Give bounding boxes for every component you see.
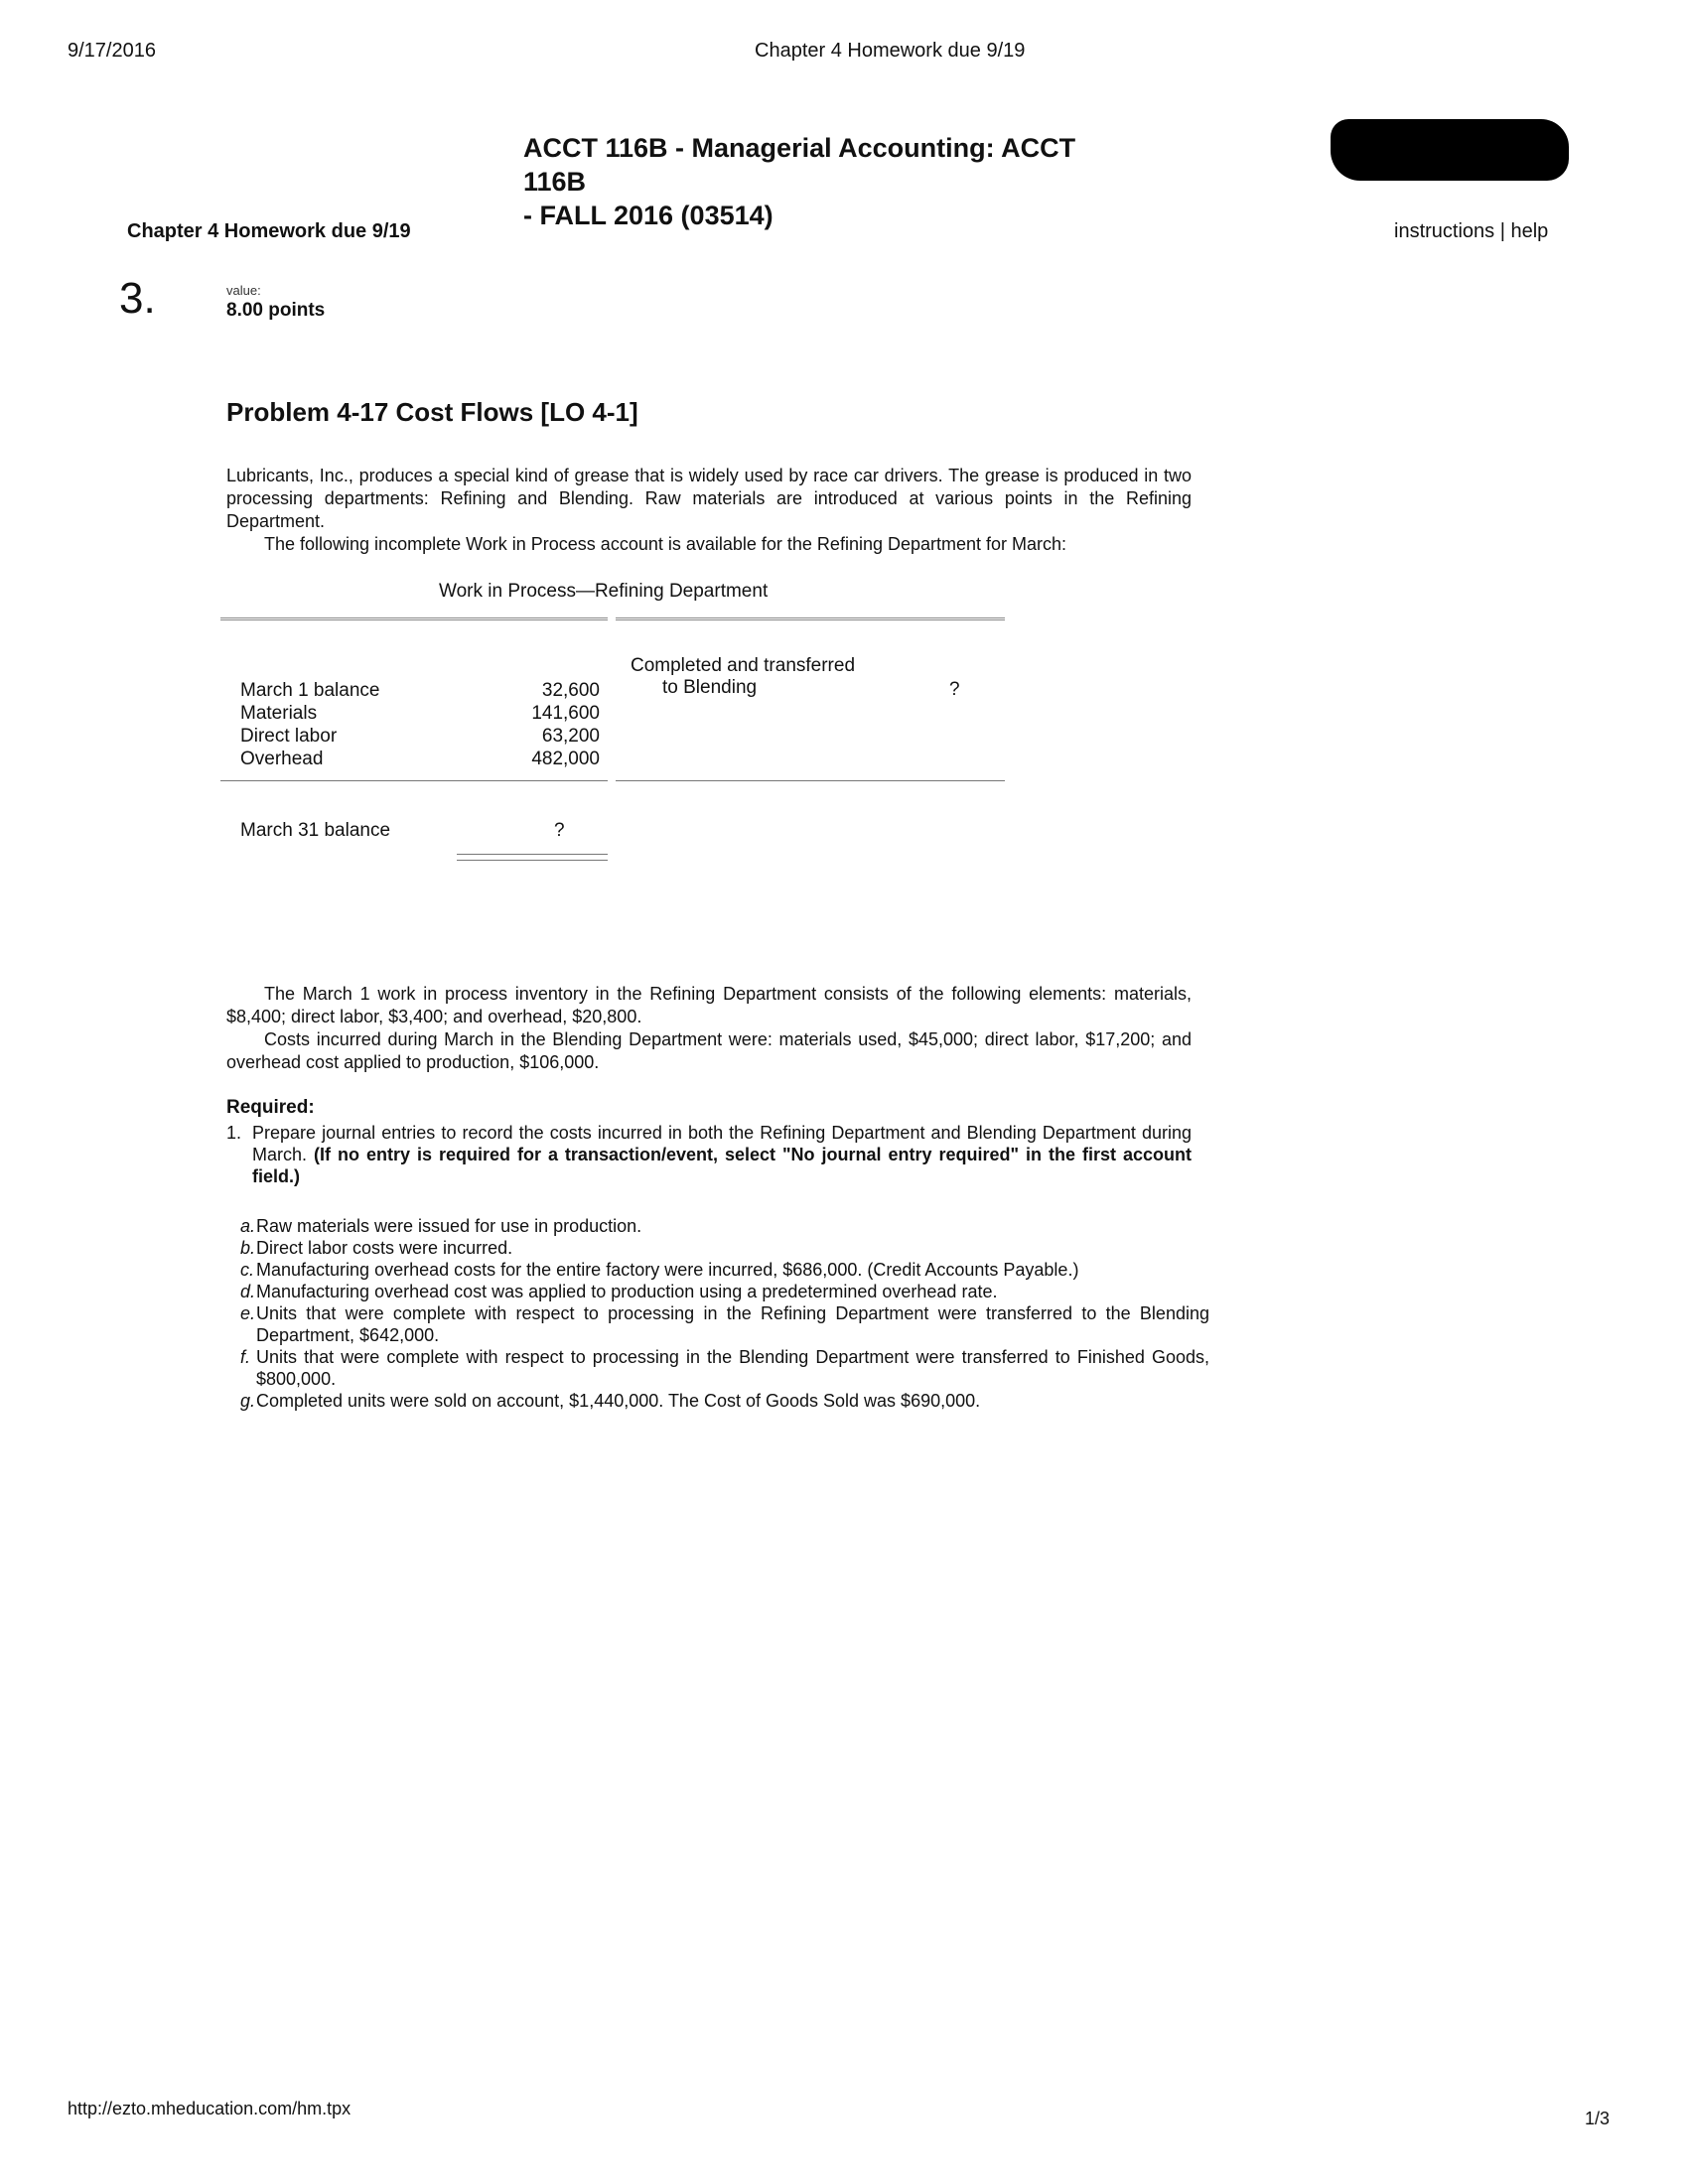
required-item-1 [226, 1122, 1192, 1187]
footer-url[interactable]: http://ezto.mheducation.com/hm.tpx [68, 2099, 352, 2118]
course-title-line1: ACCT 116B - Managerial Accounting: ACCT 116B [523, 133, 1076, 197]
intro-text: Lubricants, Inc., produces a special kind of grease that is widely used by race car drivers. The grease is produced in two processing departments: Refining and Blending. Raw materials are introduced at various points in the Refining Department. [226, 466, 1192, 531]
credit-label-line2: to Blending [662, 677, 758, 698]
transaction-text: Manufacturing overhead cost was applied to production using a predetermined overhead rate. [256, 1282, 998, 1301]
intro-text-2: The following incomplete Work in Process account is available for the Refining Department for March: [264, 534, 1067, 554]
print-header-title: Chapter 4 Homework due 9/19 [755, 40, 1026, 62]
debit-value: 482,000 [531, 749, 600, 769]
transaction-g [240, 1390, 1209, 1412]
transaction-letter: e. [240, 1303, 256, 1323]
transaction-text: Raw materials were issued for use in production. [256, 1216, 642, 1236]
debit-label: March 1 balance [240, 680, 380, 701]
required-item-note: (If no entry is required for a transaction/event, select "No journal entry required" in the first account field.) [252, 1145, 1192, 1186]
help-links [1394, 220, 1548, 243]
transaction-text: Completed units were sold on account, $1,440,000. The Cost of Goods Sold was $690,000. [256, 1391, 981, 1411]
ending-value: ? [554, 820, 565, 841]
debit-entries [240, 679, 618, 770]
ending-label: March 31 balance [240, 820, 391, 841]
transaction-c [240, 1259, 1209, 1281]
t-account-top-rule-right [616, 617, 1005, 620]
details [226, 983, 1192, 1074]
problem-intro [226, 465, 1192, 556]
details-p2: Costs incurred during March in the Blending Department were: materials used, $45,000; direct labor, $17,200; and overhead cost applied to production, $106,000. [226, 1029, 1192, 1072]
debit-value: 32,600 [541, 680, 600, 701]
t-account-mid-rule-right [616, 780, 1005, 781]
course-title [523, 131, 1139, 232]
debit-value: 141,600 [531, 703, 600, 724]
transaction-text: Direct labor costs were incurred. [256, 1238, 513, 1258]
link-separator: | [1499, 220, 1505, 242]
transaction-f [240, 1346, 1209, 1390]
debit-label: Direct labor [240, 726, 338, 747]
transaction-a [240, 1215, 1209, 1237]
credit-label-line1: Completed and transferred [631, 655, 856, 676]
transaction-letter: f. [240, 1347, 251, 1367]
debit-value: 63,200 [541, 726, 600, 747]
credit-value: ? [949, 679, 960, 700]
required-item-text: Prepare journal entries to record the costs incurred in both the Refining Department and Blending Department during March. [252, 1123, 1192, 1164]
print-date: 9/17/2016 [68, 40, 156, 62]
transaction-letter: a. [240, 1216, 256, 1236]
help-link[interactable]: help [1510, 220, 1549, 242]
transaction-letter: d. [240, 1282, 256, 1301]
required-item-number: 1. [226, 1123, 242, 1143]
t-account-mid-rule-left [220, 780, 608, 781]
transaction-letter: b. [240, 1238, 256, 1258]
question-number: 3. [119, 274, 156, 323]
transaction-d [240, 1281, 1209, 1302]
debit-row-0 [240, 679, 600, 702]
credit-label [631, 655, 855, 699]
transactions-list [240, 1215, 1209, 1412]
transaction-b [240, 1237, 1209, 1259]
transaction-text: Units that were complete with respect to processing in the Blending Department were transferred to Finished Goods, $800,000. [256, 1347, 1209, 1389]
details-p1: The March 1 work in process inventory in the Refining Department consists of the following elements: materials, $8,400; direct labor, $3,400; and overhead, $20,800. [226, 984, 1192, 1026]
assignment-title: Chapter 4 Homework due 9/19 [127, 220, 411, 242]
ending-rule-2 [457, 860, 608, 861]
instructions-link[interactable]: instructions [1394, 220, 1495, 242]
debit-label: Overhead [240, 749, 324, 769]
page-number: 1/3 [1585, 2109, 1611, 2128]
transaction-letter: c. [240, 1260, 255, 1280]
course-title-line2: - FALL 2016 (03514) [523, 201, 774, 230]
problem-title: Problem 4-17 Cost Flows [LO 4-1] [226, 397, 638, 427]
transaction-letter: g. [240, 1391, 256, 1411]
redacted-block [1331, 119, 1569, 181]
debit-row-1 [240, 702, 600, 725]
debit-row-2 [240, 725, 600, 748]
debit-row-3 [240, 748, 600, 770]
ending-rule-1 [457, 854, 608, 855]
t-account-top-rule-left [220, 617, 608, 620]
t-account-title: Work in Process—Refining Department [439, 581, 769, 602]
value-label: value: [226, 283, 261, 298]
debit-label: Materials [240, 703, 318, 724]
transaction-e [240, 1302, 1209, 1346]
required-title: Required: [226, 1097, 315, 1118]
points-value: 8.00 points [226, 300, 326, 321]
transaction-text: Units that were complete with respect to processing in the Refining Department were transferred to the Blending Department, $642,000. [256, 1303, 1209, 1345]
transaction-text: Manufacturing overhead costs for the entire factory were incurred, $686,000. (Credit Accounts Payable.) [256, 1260, 1079, 1280]
